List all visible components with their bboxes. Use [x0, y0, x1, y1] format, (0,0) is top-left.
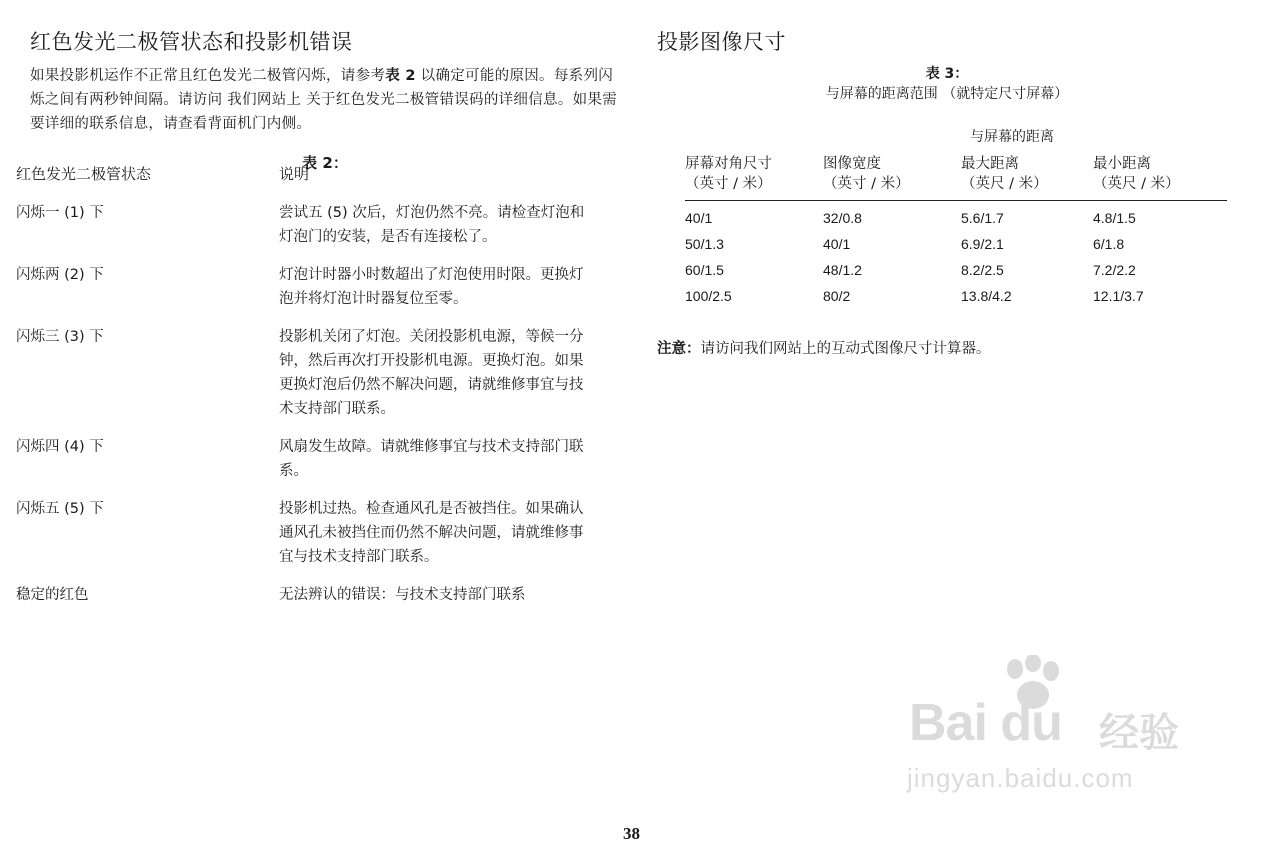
- table2-desc-cell: 无法辨认的错误：与技术支持部门联系: [279, 587, 526, 603]
- table3-cell: 7.2/2.2: [1093, 262, 1136, 278]
- intro-text-pre: 如果投影机运作不正常且红色发光二极管闪烁，请参考: [30, 68, 386, 84]
- table2-caption: 表 2：: [302, 154, 348, 172]
- table3-header-cell: 屏幕对角尺寸 （英寸 / 米）: [685, 156, 772, 192]
- led-status-table: [16, 163, 596, 607]
- table2-header-row: [16, 163, 596, 201]
- table3-header-cell: 图像宽度 （英寸 / 米）: [823, 156, 910, 192]
- table3-cell: 6.9/2.1: [961, 236, 1004, 252]
- note-paragraph: [657, 337, 1237, 358]
- page-number: 38: [623, 824, 640, 843]
- watermark-url: jingyan.baidu.com: [907, 763, 1134, 793]
- table3-cell: 5.6/1.7: [961, 210, 1004, 226]
- table2-desc-cell: 投影机过热。检查通风孔是否被挡住。如果确认通风孔未被挡住而仍然不解决问题，请就维修事宜与技术支持部门联系。: [279, 501, 584, 565]
- table3-row: [685, 205, 1227, 231]
- table2-desc-cell: 风扇发生故障。请就维修事宜与技术支持部门联系。: [279, 439, 584, 479]
- table3-row: [685, 283, 1227, 309]
- note-label: 注意：: [657, 341, 701, 357]
- table2-row: [16, 201, 596, 249]
- table3-caption-label: 表 3：: [925, 66, 969, 82]
- table2-row: [16, 497, 596, 569]
- table3-cell: 40/1: [685, 210, 713, 226]
- table3-cell: 80/2: [823, 288, 851, 304]
- right-column: [657, 26, 1237, 358]
- table2-header-status: 红色发光二极管状态: [16, 165, 152, 183]
- watermark-brand: Bai du: [909, 694, 1062, 752]
- baidu-jingyan-watermark: [907, 655, 1207, 805]
- table3-cell: 32/0.8: [823, 210, 862, 226]
- table3-cell: 13.8/4.2: [961, 288, 1012, 304]
- table3-cell: 40/1: [823, 236, 851, 252]
- led-section-title: 红色发光二极管状态和投影机错误: [30, 30, 353, 54]
- table2-row: [16, 325, 596, 421]
- table3-caption: [657, 64, 1237, 104]
- table3-group-header: 与屏幕的距离: [970, 129, 1054, 145]
- table3-header-row: [685, 154, 1227, 201]
- table3-row: [685, 231, 1227, 257]
- table2-status-cell: 闪烁五 (5) 下: [16, 501, 104, 517]
- table3-cell: 50/1.3: [685, 236, 724, 252]
- table3-header-cell: 最小距离 （英尺 / 米）: [1093, 156, 1180, 192]
- table2-row: [16, 263, 596, 311]
- table3-cell: 48/1.2: [823, 262, 862, 278]
- left-column: [30, 26, 620, 173]
- table2-desc-cell: 灯泡计时器小时数超出了灯泡使用时限。更换灯泡并将灯泡计时器复位至零。: [279, 267, 584, 307]
- table3-cell: 100/2.5: [685, 288, 732, 304]
- table3-caption-title: 与屏幕的距离范围 （就特定尺寸屏幕）: [825, 86, 1069, 102]
- image-size-table: [685, 154, 1227, 309]
- table2-status-cell: 闪烁四 (4) 下: [16, 439, 104, 455]
- table2-row: [16, 435, 596, 483]
- table2-header-desc: 说明: [279, 165, 310, 183]
- table2-status-cell: 闪烁两 (2) 下: [16, 267, 104, 283]
- intro-table-ref: 表 2: [385, 68, 416, 84]
- table2-status-cell: 闪烁三 (3) 下: [16, 329, 104, 345]
- led-intro-paragraph: [30, 64, 620, 136]
- table3-cell: 12.1/3.7: [1093, 288, 1144, 304]
- table2-desc-cell: 投影机关闭了灯泡。关闭投影机电源，等候一分钟，然后再次打开投影机电源。更换灯泡。如果更换灯泡后仍然不解决问题，请就维修事宜与技术支持部门联系。: [279, 329, 584, 417]
- image-size-section-title: 投影图像尺寸: [657, 30, 786, 54]
- table3-cell: 8.2/2.5: [961, 262, 1004, 278]
- watermark-cn: 经验: [1099, 710, 1179, 756]
- table2-desc-cell: 尝试五 (5) 次后，灯泡仍然不亮。请检查灯泡和灯泡门的安装，是否有连接松了。: [279, 205, 585, 245]
- intro-text-post: 以确定可能的原因。每系列闪烁之间有两秒钟间隔。请访问 我们网站上 关于红色发光二极管错误码的详细信息。如果需要详细的联系信息，请查看背面机门内侧。: [30, 68, 618, 132]
- table3-row: [685, 257, 1227, 283]
- table3-header-cell: 最大距离 （英尺 / 米）: [961, 156, 1048, 192]
- table2-status-cell: 稳定的红色: [16, 587, 89, 603]
- table3-cell: 60/1.5: [685, 262, 724, 278]
- table3-cell: 4.8/1.5: [1093, 210, 1136, 226]
- note-text: 请访问我们网站上的互动式图像尺寸计算器。: [700, 341, 991, 357]
- table3-cell: 6/1.8: [1093, 236, 1125, 252]
- table2-status-cell: 闪烁一 (1) 下: [16, 205, 104, 221]
- table2-row: [16, 583, 596, 607]
